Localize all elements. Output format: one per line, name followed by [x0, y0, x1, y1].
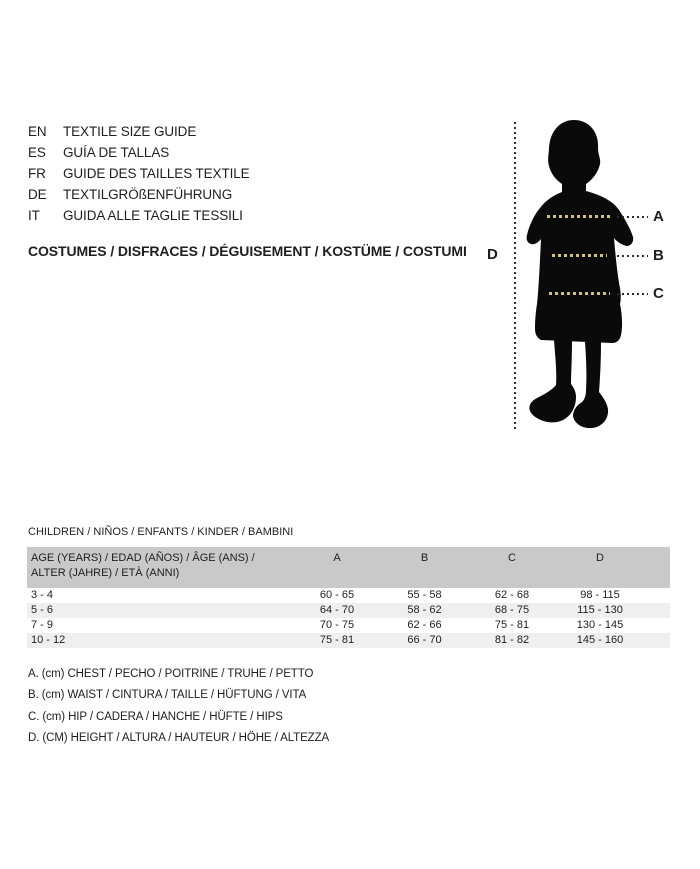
table-row [27, 618, 670, 633]
waist-connector-line [617, 255, 648, 257]
chest-cell: 60 - 65 [319, 589, 355, 601]
hip-label-c: C [653, 285, 664, 302]
column-header-a: A [293, 547, 381, 588]
chest-cell: 64 - 70 [319, 604, 355, 616]
legend-hip: C. (cm) HIP / CADERA / HANCHE / HÜFTE / HIPS [28, 710, 283, 723]
language-row-en [28, 121, 250, 142]
language-row-it [28, 205, 250, 226]
row-spacer [644, 633, 670, 648]
age-cell: 10 - 12 [31, 634, 66, 646]
language-code: EN [28, 124, 47, 139]
language-label: TEXTILE SIZE GUIDE [63, 124, 197, 139]
language-list [28, 121, 250, 226]
waist-cell: 62 - 66 [407, 619, 442, 631]
language-label: GUIDA ALLE TAGLIE TESSILI [63, 208, 243, 223]
height-label-d: D [487, 246, 498, 263]
language-code: DE [28, 187, 47, 202]
child-silhouette [521, 116, 641, 434]
waist-measure-line [552, 254, 607, 257]
chest-label-a: A [653, 208, 664, 225]
height-cell: 145 - 160 [576, 634, 624, 646]
header-spacer [644, 547, 670, 588]
hip-measure-line [549, 292, 610, 295]
table-row [27, 588, 670, 603]
height-cell: 98 - 115 [580, 589, 620, 601]
age-header-line1: AGE (YEARS) / EDAD (AÑOS) / ÂGE (ANS) / [31, 552, 255, 564]
section-label-children: CHILDREN / NIÑOS / ENFANTS / KINDER / BAMBINI [28, 526, 294, 538]
hip-cell: 68 - 75 [494, 604, 530, 616]
height-cell: 130 - 145 [576, 619, 624, 631]
language-code: FR [28, 166, 46, 181]
language-row-fr [28, 163, 250, 184]
size-table [27, 547, 670, 648]
category-title: COSTUMES / DISFRACES / DÉGUISEMENT / KOSTÜME / COSTUMI [28, 243, 467, 259]
column-header-b: B [381, 547, 468, 588]
legend-waist: B. (cm) WAIST / CINTURA / TAILLE / HÜFTUNG / VITA [28, 689, 307, 702]
language-row-es [28, 142, 250, 163]
language-label: GUÍA DE TALLAS [63, 145, 170, 160]
age-cell: 5 - 6 [31, 604, 54, 616]
row-spacer [644, 588, 670, 603]
chest-cell: 70 - 75 [319, 619, 355, 631]
hip-cell: 62 - 68 [494, 589, 530, 601]
age-cell: 7 - 9 [31, 619, 54, 631]
age-cell: 3 - 4 [31, 589, 54, 601]
age-header-line2: ALTER (JAHRE) / ETÀ (ANNI) [31, 567, 180, 579]
language-code: IT [28, 208, 40, 223]
language-label: TEXTILGRÖßENFÜHRUNG [63, 187, 233, 202]
language-row-de [28, 184, 250, 205]
column-header-c: C [468, 547, 556, 588]
waist-cell: 66 - 70 [407, 634, 442, 646]
waist-cell: 55 - 58 [407, 589, 442, 601]
language-code: ES [28, 145, 46, 160]
height-cell: 115 - 130 [577, 604, 623, 616]
waist-label-b: B [653, 247, 664, 264]
chest-cell: 75 - 81 [319, 634, 355, 646]
waist-cell: 58 - 62 [407, 604, 442, 616]
row-spacer [644, 603, 670, 618]
measurement-legend [28, 664, 329, 749]
age-column-header [27, 547, 293, 588]
hip-connector-line [617, 293, 648, 295]
legend-chest: A. (cm) CHEST / PECHO / POITRINE / TRUHE / PETTO [28, 668, 314, 680]
table-row [27, 603, 670, 618]
row-spacer [644, 618, 670, 633]
language-label: GUIDE DES TAILLES TEXTILE [63, 166, 250, 181]
column-header-d: D [556, 547, 644, 588]
chest-measure-line [547, 215, 611, 218]
hip-cell: 75 - 81 [494, 619, 530, 631]
table-header-row [27, 547, 670, 588]
chest-connector-line [617, 216, 648, 218]
hip-cell: 81 - 82 [494, 634, 530, 646]
legend-height: D. (CM) HEIGHT / ALTURA / HAUTEUR / HÖHE / ALTEZZA [28, 731, 330, 744]
height-dotted-line [514, 122, 516, 432]
table-row [27, 633, 670, 648]
